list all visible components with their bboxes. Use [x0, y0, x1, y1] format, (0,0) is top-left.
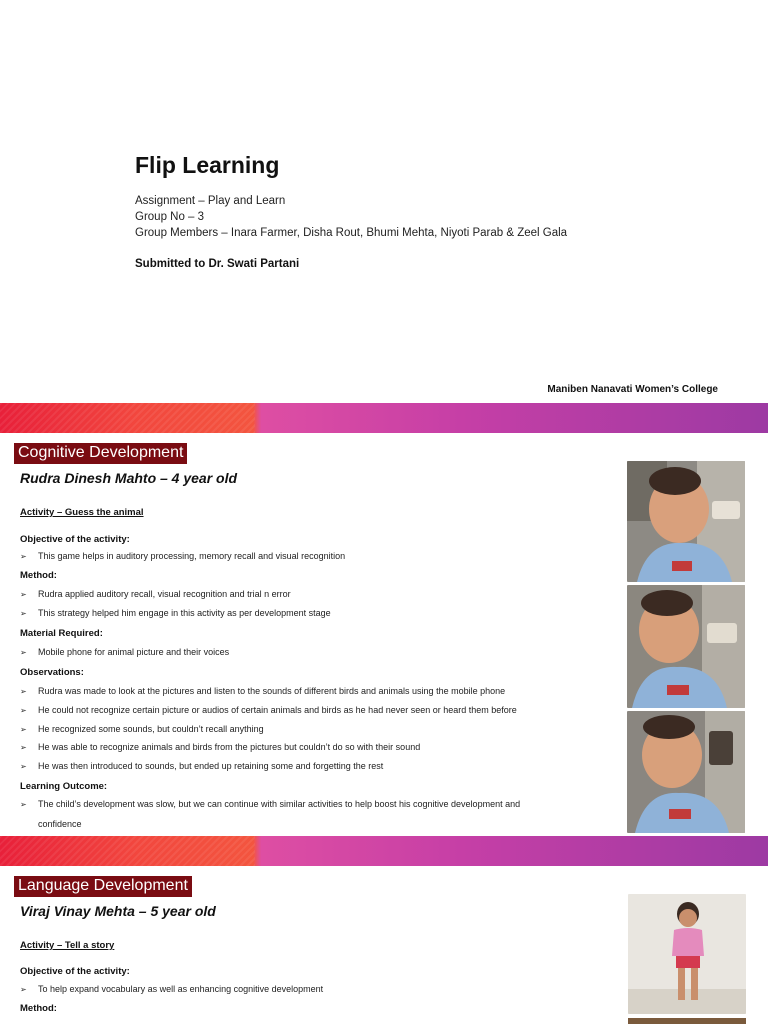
- list-item: ➢ This strategy helped him engage in this activity as per development stage: [20, 608, 331, 618]
- activity-title: Activity – Tell a story: [20, 940, 115, 951]
- decorative-band: [0, 403, 768, 433]
- method-label: Method:: [20, 570, 57, 581]
- learning-outcome-label: Learning Outcome:: [20, 781, 108, 792]
- child-photo: [628, 1018, 746, 1024]
- list-item: ➢ Rudra applied auditory recall, visual recognition and trial n error: [20, 589, 291, 599]
- material-label: Material Required:: [20, 628, 103, 639]
- observations-label: Observations:: [20, 667, 84, 678]
- section-heading-cognitive: Cognitive Development: [14, 443, 187, 464]
- list-item: ➢ He recognized some sounds, but couldn’t recall anything: [20, 724, 264, 734]
- list-item: ➢ To help expand vocabulary as well as enhancing cognitive development: [20, 984, 324, 994]
- document-title: Flip Learning: [135, 152, 280, 178]
- arrow-bullet-icon: ➢: [20, 590, 27, 599]
- child-photo: [627, 585, 745, 708]
- group-number-line: Group No – 3: [135, 211, 205, 223]
- child-photo: [627, 711, 745, 833]
- list-item: ➢ Rudra was made to look at the pictures and listen to the sounds of different birds and animals using the mobile phone: [20, 686, 506, 696]
- arrow-bullet-icon: ➢: [20, 985, 27, 994]
- arrow-bullet-icon: ➢: [20, 743, 27, 752]
- arrow-bullet-icon: ➢: [20, 609, 27, 618]
- child-name: Viraj Vinay Mehta – 5 year old: [20, 903, 216, 919]
- college-name: Maniben Nanavati Women’s College: [547, 384, 718, 395]
- arrow-bullet-icon: ➢: [20, 648, 27, 657]
- decorative-band: [0, 836, 768, 866]
- arrow-bullet-icon: ➢: [20, 552, 27, 561]
- child-photo: [627, 461, 745, 582]
- arrow-bullet-icon: ➢: [20, 725, 27, 734]
- group-members-line: Group Members – Inara Farmer, Disha Rout, Bhumi Mehta, Niyoti Parab & Zeel Gala: [135, 227, 568, 239]
- list-item-continuation: confidence: [38, 819, 82, 829]
- arrow-bullet-icon: ➢: [20, 687, 27, 696]
- arrow-bullet-icon: ➢: [20, 800, 27, 809]
- submitted-to-line: Submitted to Dr. Swati Partani: [135, 258, 300, 270]
- objective-label: Objective of the activity:: [20, 966, 130, 977]
- list-item: ➢ He could not recognize certain picture or audios of certain animals and birds as he had never seen or heard them before: [20, 705, 517, 715]
- list-item: ➢ This game helps in auditory processing, memory recall and visual recognition: [20, 551, 346, 561]
- list-item: ➢ The child’s development was slow, but we can continue with similar activities to help boost his cognitive development and: [20, 799, 521, 809]
- arrow-bullet-icon: ➢: [20, 706, 27, 715]
- activity-title: Activity – Guess the animal: [20, 507, 144, 518]
- child-name: Rudra Dinesh Mahto – 4 year old: [20, 470, 238, 486]
- objective-label: Objective of the activity:: [20, 534, 130, 545]
- method-label: Method:: [20, 1003, 57, 1014]
- section-heading-language: Language Development: [14, 876, 192, 897]
- list-item: ➢ He was then introduced to sounds, but ended up retaining some and forgetting the rest: [20, 761, 384, 771]
- list-item: ➢ Mobile phone for animal picture and their voices: [20, 647, 230, 657]
- child-photo: [628, 894, 746, 1014]
- assignment-line: Assignment – Play and Learn: [135, 195, 286, 207]
- arrow-bullet-icon: ➢: [20, 762, 27, 771]
- list-item: ➢ He was able to recognize animals and birds from the pictures but couldn’t do so with their sound: [20, 742, 421, 752]
